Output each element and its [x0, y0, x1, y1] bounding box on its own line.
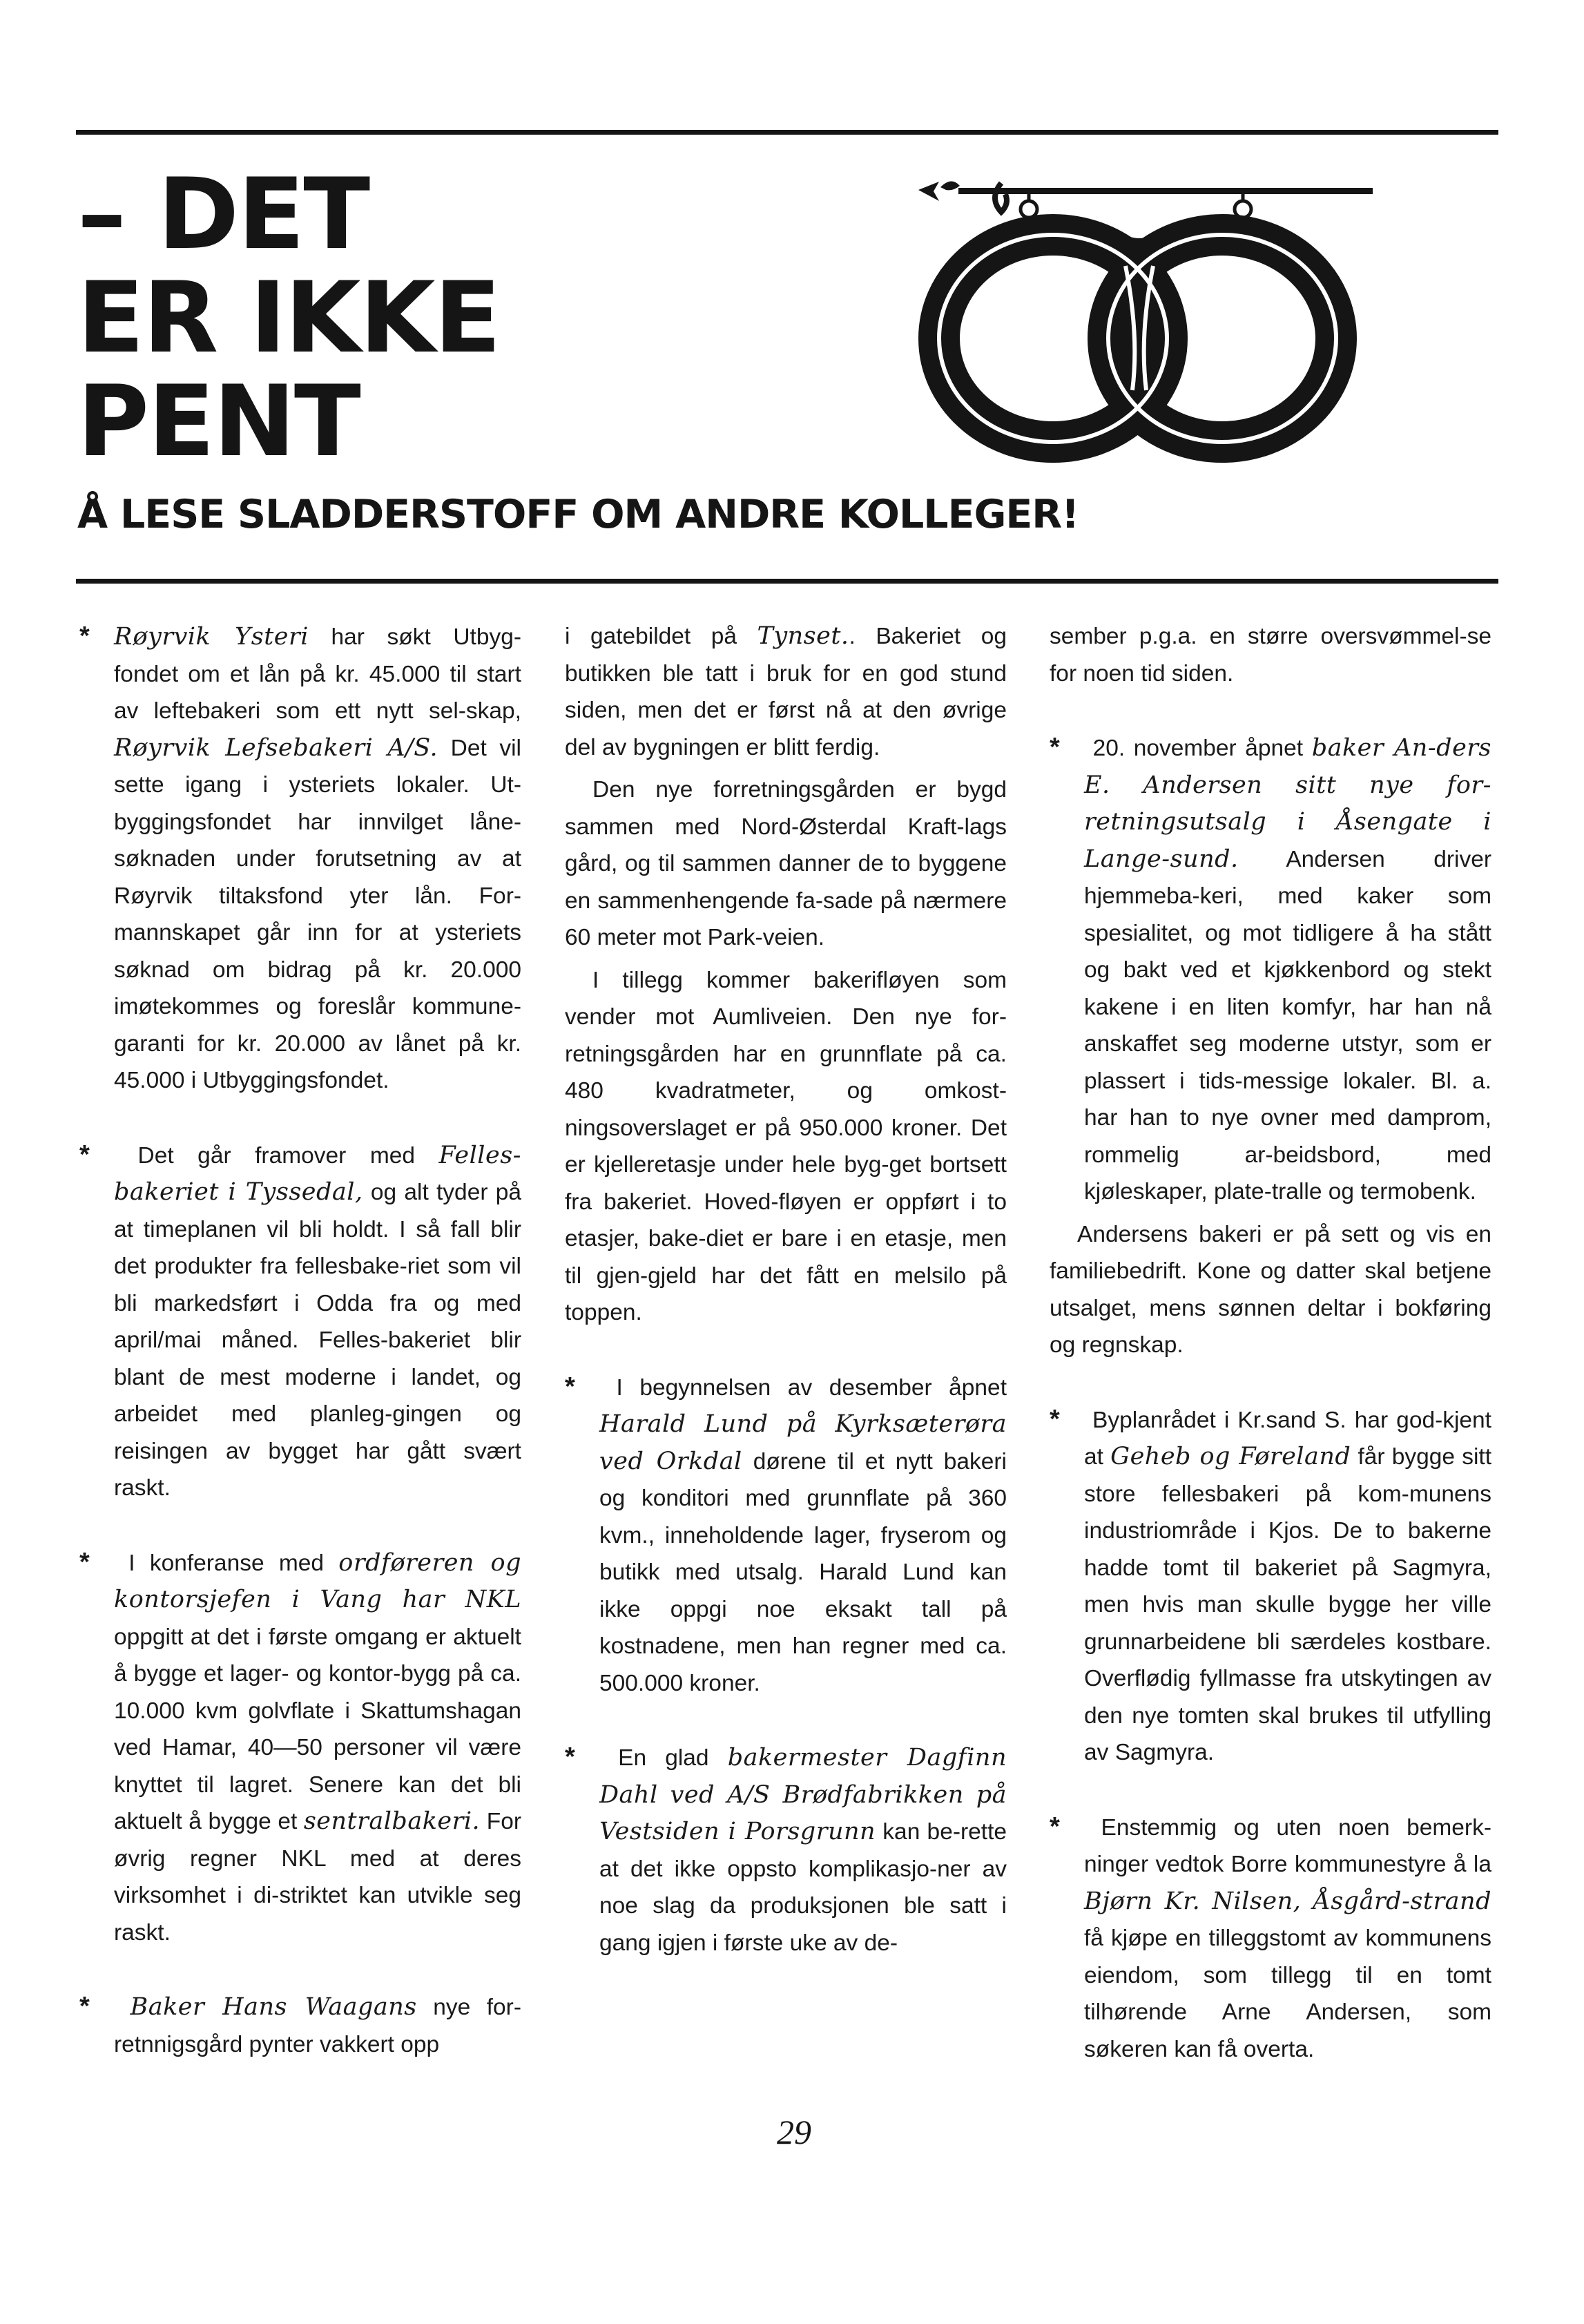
item-text: få kjøpe en tilleggstomt av kommunens eiendom, som tillegg til en tomt tilhørende Arne Andersen, som søkeren kan få overta. — [1084, 1926, 1491, 2062]
news-item — [79, 1137, 521, 1507]
item-text: oppgitt at det i første omgang er aktuelt å bygge et lager- og kontor-bygg på ca. 10.000 kvm golvflate i Skattumshagan ved Hamar, 40—50 personer vil være knyttet til lagret. Senere kan det bli aktuelt å bygge et — [114, 1624, 521, 1834]
italic-text: Bjørn Kr. Nilsen, Åsgård-strand — [1084, 1887, 1491, 1915]
item-text: dørene til et nytt bakeri og konditori med grunnflate på 360 kvm., inneholdende lager, fryserom og butikk med utsalg. Harald Lund kan ikke oppgi noe eksakt tall på kostnadene, men han regner med ca. 500.000 kroner. — [599, 1448, 1007, 1696]
headline-line-1: – DET — [77, 157, 369, 271]
bullet-asterisk: * — [1050, 733, 1060, 762]
news-item — [1050, 1401, 1491, 1771]
paragraph: Den nye forretningsgården er bygd sammen med Nord-Østerdal Kraft-lags gård, og til sammen danner de to byggene en sammenhengende fa-sade på nærmere 60 meter mot Park-veien. — [565, 777, 1007, 950]
item-text — [114, 1995, 131, 2020]
item-text: 20. november åpnet — [1084, 736, 1312, 761]
bullet-asterisk: * — [79, 1140, 90, 1169]
paragraph — [565, 618, 1007, 766]
item-text: har søkt Utbyg-fondet om et lån på kr. 45.000 til start av leftebakeri som ett nytt sel-skap, — [114, 624, 521, 724]
bullet-asterisk: * — [565, 1372, 575, 1401]
bullet-asterisk: * — [79, 1992, 90, 2021]
paragraph: sember p.g.a. en større oversvømmel-se for noen tid siden. — [1050, 624, 1491, 686]
item-text: i gatebildet på — [565, 624, 757, 649]
item-text: Det går framover med — [114, 1142, 439, 1169]
news-item — [565, 1369, 1007, 1702]
subheadline: Å LESE SLADDERSTOFF OM ANDRE KOLLEGER! — [77, 492, 1079, 537]
italic-text: Tynset. — [757, 622, 849, 650]
headline-line-2: ER IKKE — [77, 261, 500, 375]
item-text: En glad — [599, 1745, 728, 1771]
italic-text: Røyrvik Ysteri — [114, 623, 309, 651]
item-text: Det vil sette igang i ysteriets lokaler. Ut-byggingsfondet har innvilget låne-søknaden under forutsetning av at Røyrvik tiltaksfond yter lån. For-mannskapet går inn for at ysteriets søknad om bidrag på kr. 20.000 imøtekommes og foreslår kommune-garanti for kr. 20.000 av lånet på kr. 45.000 i Utbyggingsfondet. — [114, 735, 521, 1093]
news-item — [79, 1988, 521, 2063]
bullet-asterisk: * — [1050, 1404, 1060, 1434]
item-text: . Bakeriet og butikken ble tatt i bruk for en god stund siden, men det er først nå at den øvrige del av bygningen er blitt ferdig. — [565, 624, 1007, 760]
section-rule — [76, 579, 1498, 584]
pretzel-sign-icon — [898, 162, 1395, 480]
news-item — [79, 618, 521, 1099]
item-text: og alt tyder på at timeplanen vil bli holdt. I så fall blir det produkter fra fellesbake-riet som vil bli markedsført i Odda fra og med april/mai måned. Felles-bakeriet blir blant de mest moderne i landet, og arbeidet med planleg-gingen og reisingen av bygget har gått svært raskt. — [114, 1180, 521, 1501]
item-text: For øvrig regner NKL med at deres virksomhet i di-striktet kan utvikle seg raskt. — [114, 1809, 521, 1946]
column-1 — [79, 618, 521, 2100]
italic-text: Geheb og Føreland — [1110, 1443, 1351, 1470]
news-item — [1050, 1809, 1491, 2068]
bullet-asterisk: * — [79, 1547, 90, 1577]
news-item — [565, 1739, 1007, 1961]
bullet-asterisk: * — [1050, 1812, 1060, 1841]
item-text: kan be-rette at det ikke oppsto komplikasjo-ner av noe slag da produksjonen ble satt i gang igjen i første uke av de- — [599, 1819, 1007, 1956]
news-item — [1050, 729, 1491, 1211]
item-text: I begynnelsen av desember åpnet — [599, 1374, 1007, 1401]
item-text: Andersen driver hjemmeba-keri, med kaker som spesialitet, og mot tidligere å ha stått og bakt ved et kjøkkenbord og stekt kakene i en liten komfyr, har han nå anskaffet seg moderne utstyr, som er plassert i tids-messige lokaler. Bl. a. har han to nye ovner med damprom, rommelig ar-beidsbord, med kjøleskaper, plate-tralle og termobenk. — [1084, 846, 1491, 1204]
item-text: Byplanrådet i Kr.sand S. har god-kjent at — [1084, 1407, 1491, 1470]
italic-text: Felles-bakeriet i Tyssedal, — [114, 1141, 521, 1206]
item-text: I konferanse med — [114, 1550, 339, 1576]
news-item — [79, 1544, 521, 1952]
item-text: nye for-retnnigsgård pynter vakkert opp — [114, 1995, 521, 2057]
italic-text: Baker Hans Waagans — [130, 1993, 417, 2021]
italic-text: ordføreren og kontorsjefen i Vang har NKL — [114, 1548, 521, 1613]
bullet-asterisk: * — [79, 622, 90, 651]
page-number: 29 — [777, 2113, 811, 2151]
paragraph: Andersens bakeri er på sett og vis en familiebedrift. Kone og datter skal betjene utsalget, mens sønnen deltar i bokføring og regnskap. — [1050, 1221, 1491, 1358]
headline — [77, 157, 500, 479]
headline-line-3: PENT — [77, 365, 360, 479]
column-2 — [565, 618, 1007, 1999]
column-3 — [1050, 618, 1491, 2105]
italic-text: baker An-ders E. Andersen sitt nye for-retningsutsalg i Åsengate i Lange-sund. — [1084, 734, 1491, 873]
italic-text: Harald Lund på Kyrksæterøra ved Orkdal — [599, 1410, 1007, 1475]
italic-text: bakermester Dagfinn Dahl ved A/S Brødfabrikken på Vestsiden i Porsgrunn — [599, 1744, 1007, 1845]
bullet-asterisk: * — [565, 1742, 575, 1771]
paragraph: I tillegg kommer bakerifløyen som vender mot Aumliveien. Den nye for-retningsgården har en grunnflate på ca. 480 kvadratmeter, og omkost-ningsoverslaget er på 950.000 kroner. Det er kjelleretasje under hele byg-get bortsett fra bakeriet. Hoved-fløyen er oppført i to etasjer, bake-diet er bare i en etasje, men til gjen-gjeld har det fått en melsilo på toppen. — [565, 967, 1007, 1325]
item-text: får bygge sitt store fellesbakeri på kom-munens industriområde i Kjos. De to bakerne hadde tomt til bakeriet på Sagmyra, men hvis man skulle bygge her ville grunnarbeidene bli særdeles kostbare. Overflødig fyllmasse fra utskytingen av den nye tomten skal brukes til utfylling av Sagmyra. — [1084, 1444, 1492, 1765]
italic-text: Røyrvik Lefsebakeri A/S. — [114, 733, 438, 762]
italic-text: sentralbakeri. — [303, 1807, 481, 1835]
item-text: Enstemmig og uten noen bemerk-ninger vedtok Borre kommunestyre å la — [1084, 1814, 1491, 1877]
top-rule — [76, 130, 1498, 135]
